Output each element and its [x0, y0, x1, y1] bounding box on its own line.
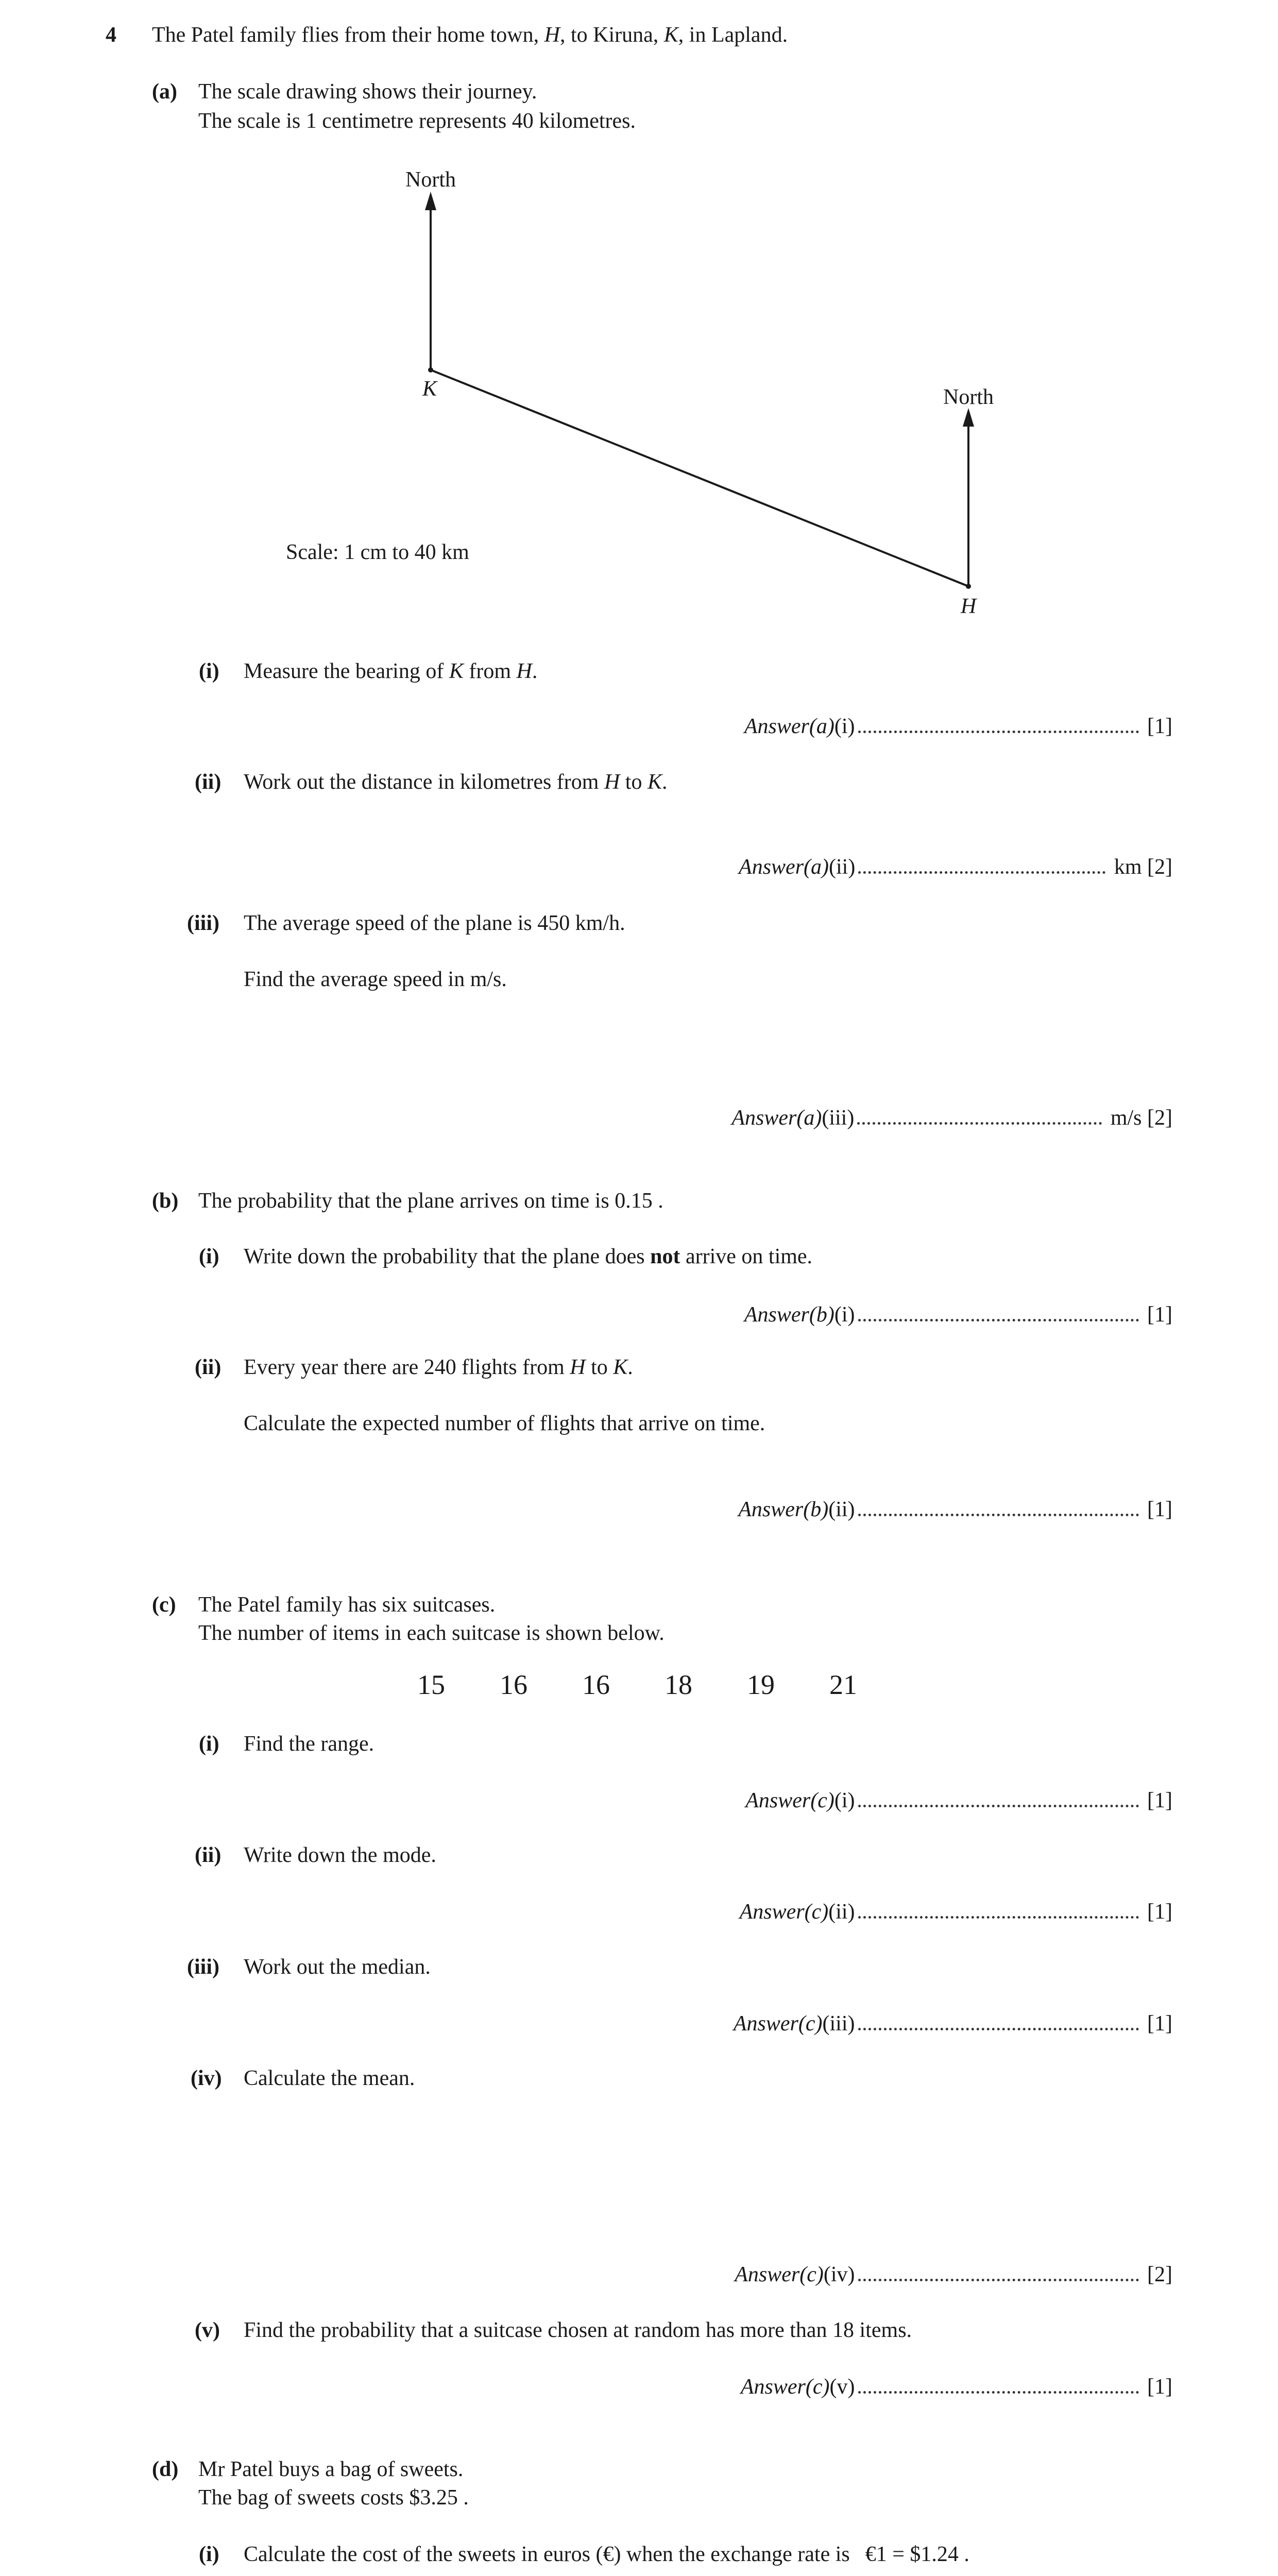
part-a-i-label: (i) — [199, 659, 219, 683]
part-c-i-label: (i) — [199, 1732, 219, 1756]
answer-c-iii-field[interactable] — [858, 2011, 1139, 2030]
suitcase-number: 15 — [417, 1669, 445, 1700]
part-a-i-text: Measure the bearing of K from H. — [244, 659, 538, 683]
part-a-line2: The scale is 1 centimetre represents 40 kilometres. — [198, 109, 636, 133]
part-c-iii-label: (iii) — [187, 1955, 219, 1979]
answer-c-i-field[interactable] — [858, 1788, 1139, 1807]
part-b-i-label: (i) — [199, 1245, 219, 1268]
answer-b-ii-field[interactable] — [858, 1497, 1139, 1516]
part-a-iii-text1: The average speed of the plane is 450 km/h. — [244, 911, 625, 935]
part-b-ii-text2: Calculate the expected number of flights that arrive on time. — [244, 1412, 765, 1435]
part-c-v-text: Find the probability that a suitcase chosen at random has more than 18 items. — [244, 2318, 912, 2342]
part-a-iii-label: (iii) — [187, 911, 219, 935]
scale-text: Scale: 1 cm to 40 km — [286, 540, 469, 564]
journey-scale-drawing — [0, 0, 1278, 644]
part-d-i-text: Calculate the cost of the sweets in euros (€) when the exchange rate is €1 = $1.24 . — [244, 2543, 969, 2566]
point-k-label: K — [422, 377, 437, 401]
suitcase-number: 18 — [664, 1669, 692, 1700]
part-c-iii-text: Work out the median. — [244, 1955, 431, 1979]
answer-c-v: Answer(c)(v) [1] — [740, 2375, 1172, 2399]
answer-a-ii-field[interactable] — [858, 855, 1105, 874]
answer-a-i-field[interactable] — [858, 714, 1139, 733]
answer-b-i: Answer(b)(i) [1] — [744, 1303, 1172, 1327]
part-c-v-label: (v) — [195, 2318, 220, 2342]
answer-b-ii: Answer(b)(ii) [1] — [738, 1498, 1172, 1521]
part-c-label: (c) — [152, 1593, 176, 1617]
part-c-iv-text: Calculate the mean. — [244, 2066, 415, 2090]
journey-line-k-to-h — [431, 370, 968, 586]
part-b-i-text: Write down the probability that the plane does not arrive on time. — [244, 1245, 813, 1268]
part-c-line2: The number of items in each suitcase is shown below. — [198, 1621, 664, 1645]
part-d-i-label: (i) — [199, 2543, 219, 2566]
part-c-iv-label: (iv) — [191, 2066, 222, 2090]
part-c-ii-text: Write down the mode. — [244, 1843, 436, 1867]
part-a-ii-text: Work out the distance in kilometres from H to K. — [244, 770, 668, 794]
answer-a-iii: Answer(a)(iii) m/s [2] — [731, 1106, 1172, 1130]
part-b-label: (b) — [152, 1189, 179, 1213]
answer-c-v-field[interactable] — [858, 2375, 1139, 2394]
part-a-iii-text2: Find the average speed in m/s. — [244, 968, 507, 991]
suitcase-number: 16 — [582, 1669, 610, 1700]
north-label-h: North — [943, 385, 994, 409]
part-b-line1: The probability that the plane arrives on time is 0.15 . — [198, 1189, 663, 1213]
part-d-line2: The bag of sweets costs $3.25 . — [198, 2486, 469, 2510]
part-d-line1: Mr Patel buys a bag of sweets. — [198, 2458, 464, 2481]
part-b-ii-label: (ii) — [195, 1355, 221, 1379]
question-intro: The Patel family flies from their home town, H, to Kiruna, K, in Lapland. — [152, 23, 788, 47]
point-h-marker — [966, 584, 971, 589]
answer-a-ii: Answer(a)(ii) km [2] — [739, 855, 1172, 879]
answer-c-iii: Answer(c)(iii) [1] — [733, 2012, 1172, 2036]
answer-c-iv-field[interactable] — [858, 2262, 1139, 2281]
part-a-ii-label: (ii) — [195, 770, 221, 794]
point-h-label: H — [960, 595, 977, 618]
answer-c-ii-field[interactable] — [858, 1900, 1139, 1919]
part-a-line1: The scale drawing shows their journey. — [198, 80, 537, 104]
north-arrowhead-h-icon — [963, 408, 974, 427]
answer-b-i-field[interactable] — [858, 1302, 1139, 1321]
part-d-label: (d) — [152, 2458, 179, 2481]
part-a-label: (a) — [152, 80, 177, 104]
part-c-ii-label: (ii) — [195, 1843, 221, 1867]
north-label-k: North — [405, 168, 456, 192]
answer-c-i: Answer(c)(i) [1] — [745, 1789, 1172, 1812]
suitcase-number: 16 — [500, 1669, 527, 1700]
suitcase-number: 19 — [747, 1669, 775, 1700]
answer-a-i: Answer(a)(i) [1] — [744, 715, 1172, 738]
part-b-ii-text: Every year there are 240 flights from H to K. — [244, 1355, 633, 1379]
north-arrowhead-k-icon — [425, 192, 436, 210]
answer-c-iv: Answer(c)(iv) [2] — [735, 2263, 1172, 2286]
answer-a-iii-field[interactable] — [857, 1106, 1102, 1125]
question-number: 4 — [106, 23, 116, 47]
part-c-line1: The Patel family has six suitcases. — [198, 1593, 496, 1617]
part-c-i-text: Find the range. — [244, 1732, 374, 1756]
suitcase-number: 21 — [829, 1669, 857, 1700]
answer-c-ii: Answer(c)(ii) [1] — [739, 1900, 1172, 1924]
